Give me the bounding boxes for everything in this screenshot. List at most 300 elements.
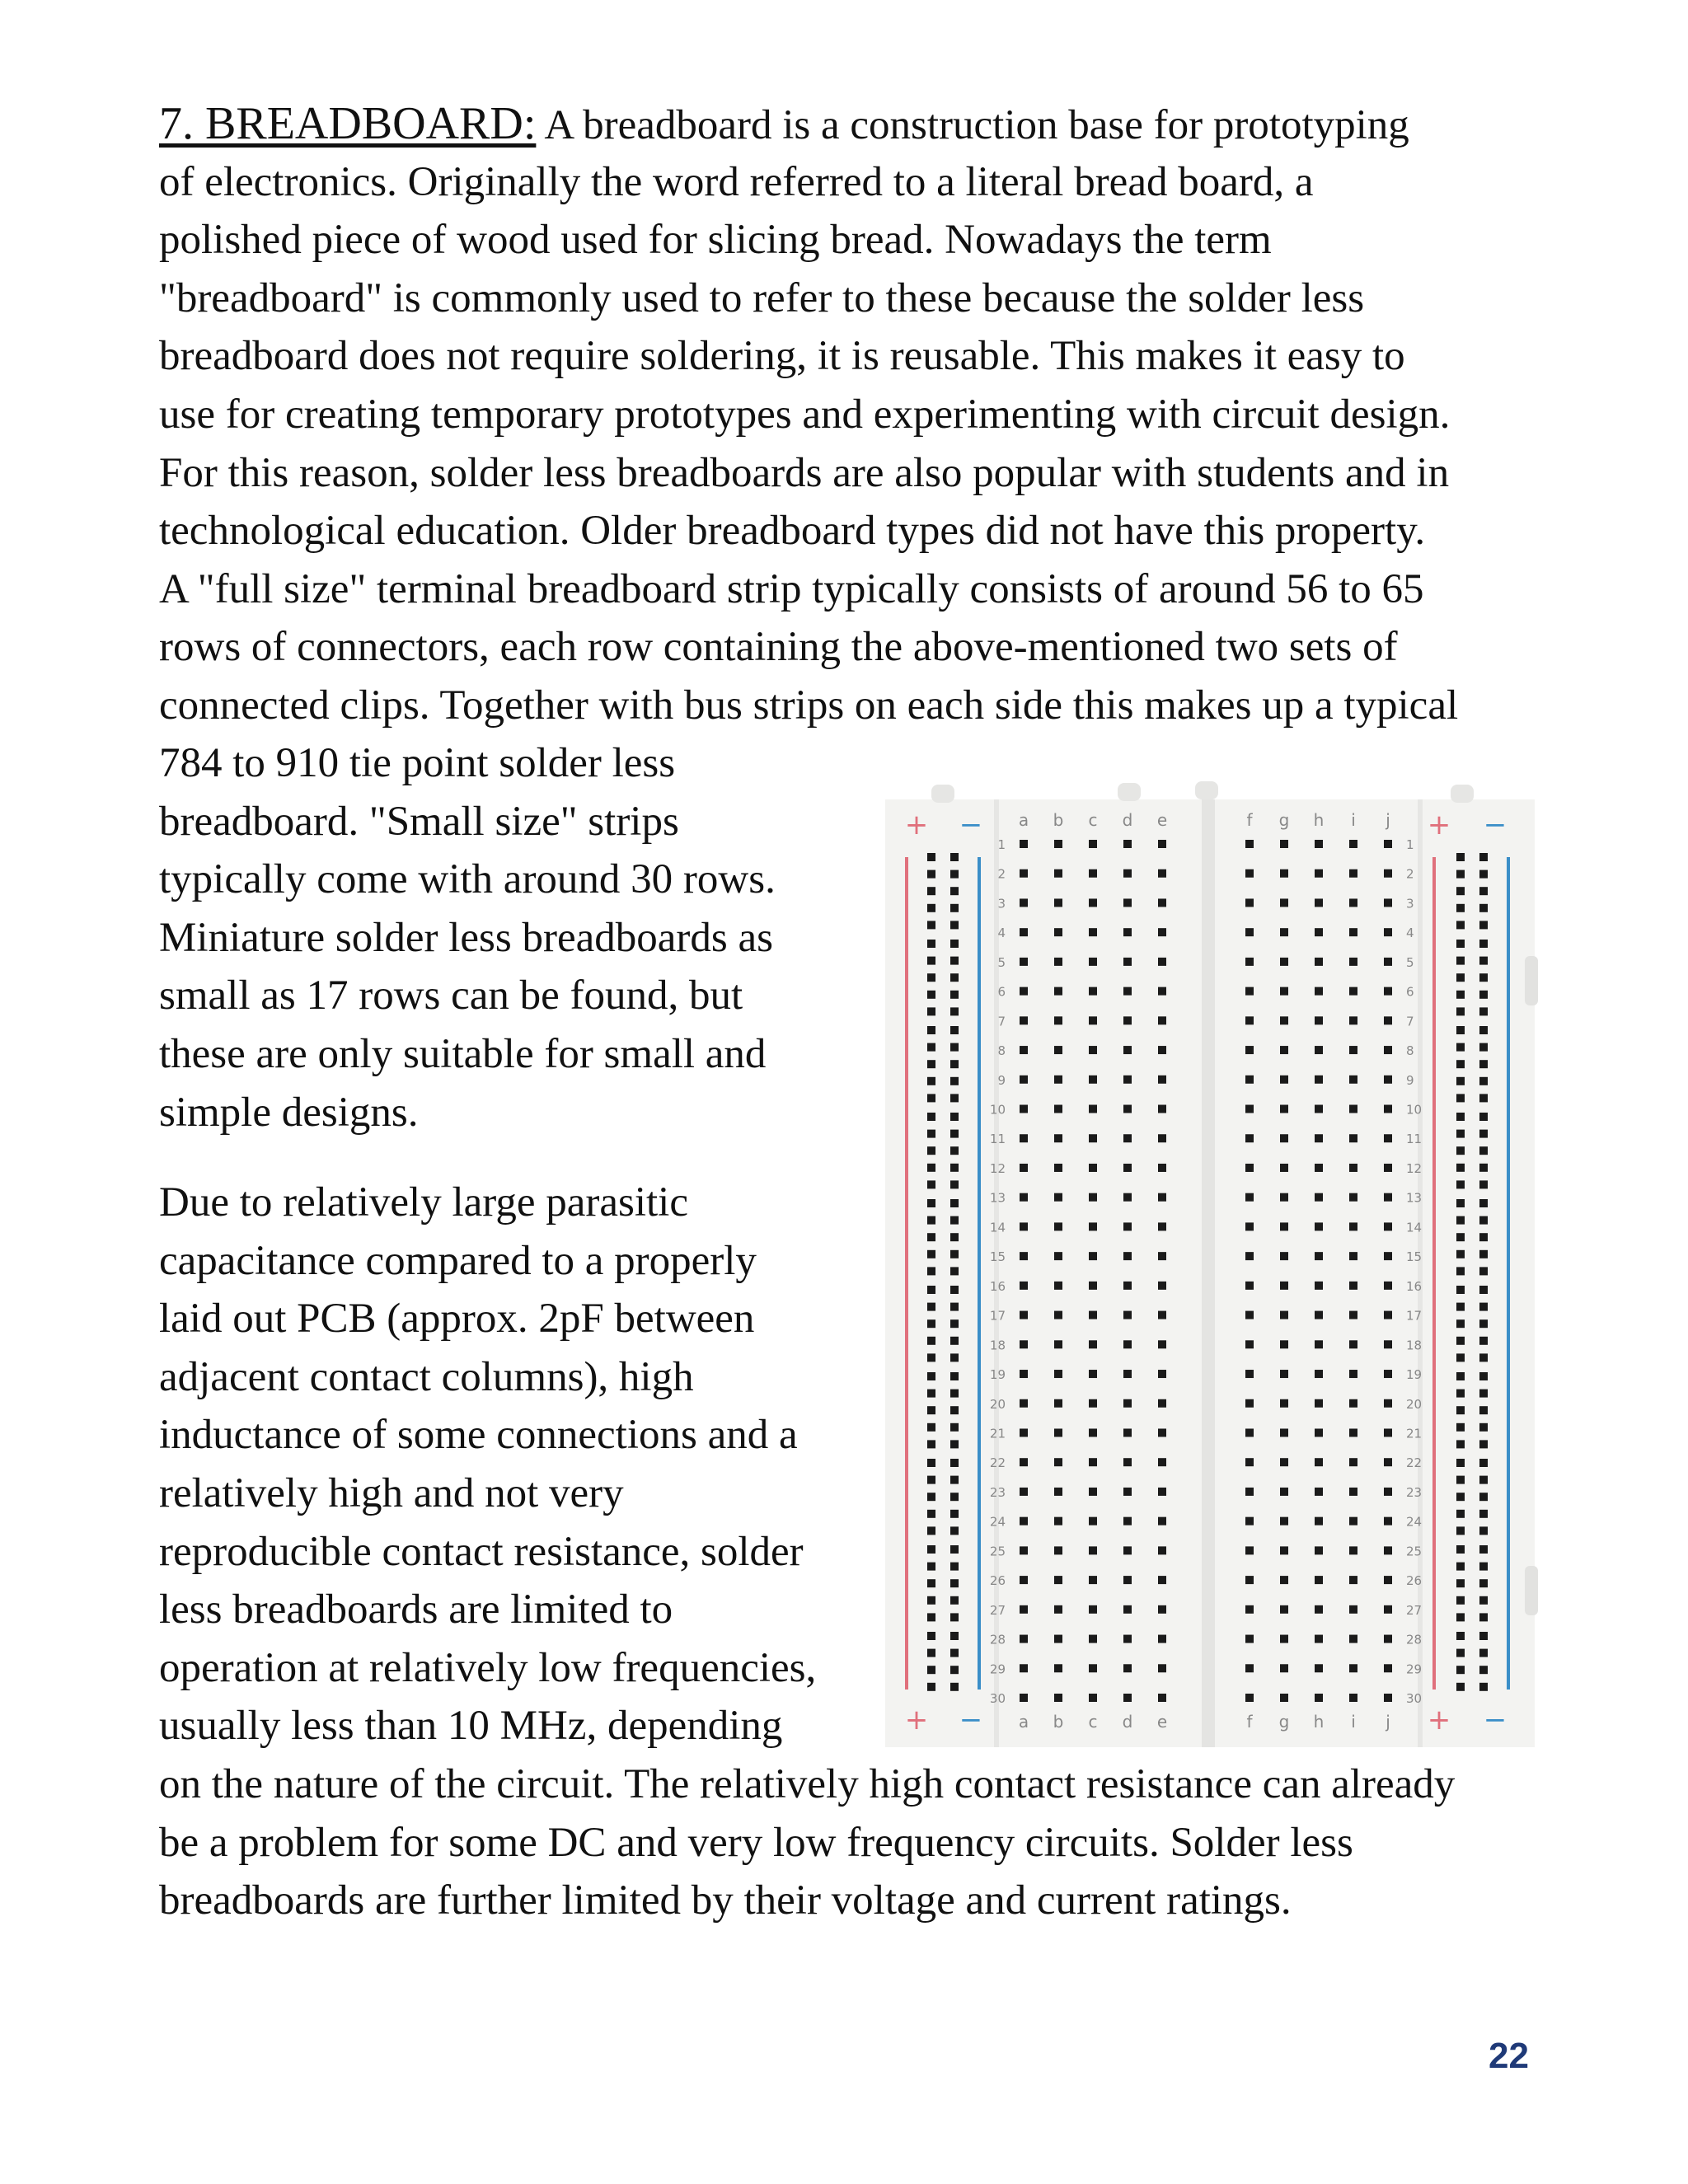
row-number: 2 (997, 866, 1006, 882)
column-letter-top: c (1088, 810, 1098, 830)
terminal-hole (1020, 1340, 1028, 1348)
terminal-hole (1384, 1164, 1392, 1172)
limitations-line: usually less than 10 MHz, depending (159, 1703, 783, 1750)
terminal-hole (1315, 1193, 1323, 1202)
terminal-hole (1349, 958, 1357, 966)
rail-hole (1456, 1130, 1465, 1138)
row-number: 7 (1406, 1014, 1414, 1029)
row-number: 2 (1406, 866, 1414, 882)
terminal-hole (1315, 1458, 1323, 1466)
terminal-hole (1020, 1458, 1028, 1466)
terminal-hole (1384, 1340, 1392, 1348)
terminal-hole (1054, 898, 1062, 907)
rail-hole (1479, 1596, 1488, 1605)
rail-hole (950, 1007, 959, 1015)
terminal-hole (1384, 1635, 1392, 1643)
rail-hole (1456, 1440, 1465, 1448)
terminal-hole (1089, 1193, 1097, 1202)
terminal-hole (1245, 1076, 1254, 1084)
terminal-hole (1054, 1134, 1062, 1142)
terminal-hole (1089, 1635, 1097, 1643)
rail-hole (1479, 1423, 1488, 1432)
terminal-hole (1020, 1694, 1028, 1702)
rail-hole (927, 1026, 935, 1034)
limitations-line: relatively high and not very (159, 1469, 624, 1516)
terminal-hole (1123, 1311, 1132, 1319)
terminal-hole (1245, 1046, 1254, 1054)
terminal-hole (1158, 1046, 1166, 1054)
rail-hole (1456, 887, 1465, 895)
rail-hole (927, 1216, 935, 1225)
terminal-hole (1245, 1428, 1254, 1436)
terminal-hole (1054, 869, 1062, 878)
intro-wrap-line: typically come with around 30 rows. (159, 856, 776, 903)
terminal-hole (1384, 1517, 1392, 1526)
rail-hole (1479, 1043, 1488, 1052)
row-number: 25 (989, 1544, 1006, 1559)
row-number: 12 (1406, 1160, 1423, 1176)
terminal-hole (1054, 1576, 1062, 1584)
rail-hole (927, 1440, 935, 1448)
limitations-line: capacitance compared to a properly (159, 1237, 757, 1284)
rail-hole (950, 1113, 959, 1121)
row-number: 25 (1406, 1544, 1423, 1559)
terminal-hole (1089, 898, 1097, 907)
top-right-plus-label: + (1427, 808, 1451, 841)
terminal-hole (1280, 958, 1288, 966)
terminal-hole (1315, 869, 1323, 878)
row-number: 14 (1406, 1220, 1423, 1235)
terminal-hole (1020, 898, 1028, 907)
terminal-hole (1384, 840, 1392, 848)
bottom-left-minus-label: − (959, 1704, 983, 1736)
row-number: 17 (989, 1308, 1006, 1324)
terminal-hole (1384, 1576, 1392, 1584)
rail-hole (1479, 921, 1488, 929)
row-number: 13 (989, 1190, 1006, 1206)
row-number: 16 (989, 1278, 1006, 1294)
row-number: 5 (1406, 954, 1414, 970)
terminal-hole (1315, 898, 1323, 907)
rail-hole (950, 1493, 959, 1501)
rail-hole (950, 1216, 959, 1225)
terminal-hole (1315, 928, 1323, 936)
terminal-hole (1315, 1576, 1323, 1584)
intro-wrap-line: breadboard. "Small size" strips (159, 798, 679, 845)
column-letter-top: j (1386, 810, 1390, 830)
terminal-hole (1280, 1046, 1288, 1054)
terminal-hole (1020, 1605, 1028, 1614)
rail-hole (927, 1579, 935, 1587)
terminal-hole (1123, 869, 1132, 878)
terminal-hole (1349, 1576, 1357, 1584)
rail-hole (927, 957, 935, 965)
terminal-hole (1245, 1222, 1254, 1230)
rail-hole (1456, 1216, 1465, 1225)
column-letter-top: i (1351, 810, 1356, 830)
rail-hole (950, 1303, 959, 1311)
rail-hole (1479, 1440, 1488, 1448)
rail-hole (1479, 1180, 1488, 1188)
intro-wrap-paragraph (159, 734, 776, 1141)
rail-hole (1479, 1250, 1488, 1258)
terminal-hole (1089, 1664, 1097, 1672)
rail-hole (1479, 1649, 1488, 1657)
terminal-hole (1054, 1222, 1062, 1230)
rail-hole (950, 1337, 959, 1345)
rail-hole (1479, 887, 1488, 895)
row-number: 24 (989, 1514, 1006, 1530)
terminal-hole (1280, 928, 1288, 936)
intro-line: of electronics. Originally the word referred to a literal bread board, a (159, 158, 1314, 205)
row-number: 15 (1406, 1249, 1423, 1265)
rail-hole (927, 1390, 935, 1398)
row-number: 10 (989, 1102, 1006, 1118)
terminal-hole (1349, 1076, 1357, 1084)
column-letter-bottom: h (1313, 1712, 1325, 1732)
row-number: 12 (989, 1160, 1006, 1176)
terminal-hole (1280, 869, 1288, 878)
rail-hole (1479, 1337, 1488, 1345)
terminal-hole (1123, 1134, 1132, 1142)
limitations-line: reproducible contact resistance, solder (159, 1528, 804, 1575)
row-number: 22 (989, 1455, 1006, 1471)
row-number: 26 (989, 1573, 1006, 1589)
intro-line: technological education. Older breadboard types did not have this property. (159, 508, 1426, 555)
rail-hole (1479, 1493, 1488, 1501)
column-letter-top: e (1156, 810, 1168, 830)
terminal-hole (1054, 1694, 1062, 1702)
board-tab (1195, 781, 1218, 799)
row-number: 23 (1406, 1484, 1423, 1500)
rail-hole (1479, 1563, 1488, 1571)
limitations-line: Due to relatively large parasitic (159, 1179, 688, 1226)
column-letter-bottom: e (1156, 1712, 1168, 1732)
terminal-hole (1089, 1517, 1097, 1526)
rail-hole (1456, 1372, 1465, 1380)
terminal-hole (1158, 1016, 1166, 1024)
rail-hole (950, 1683, 959, 1691)
terminal-hole (1384, 1282, 1392, 1290)
terminal-hole (1020, 958, 1028, 966)
rail-hole (1479, 1319, 1488, 1328)
terminal-hole (1280, 1488, 1288, 1496)
row-number: 9 (997, 1072, 1006, 1088)
intro-wrap-line: 784 to 910 tie point solder less (159, 740, 676, 786)
board-tab (1451, 785, 1474, 803)
terminal-hole (1020, 1311, 1028, 1319)
terminal-hole (1315, 1282, 1323, 1290)
rail-hole (1456, 1026, 1465, 1034)
center-channel (1202, 799, 1215, 1747)
rail-hole (1456, 1077, 1465, 1085)
terminal-hole (1349, 1370, 1357, 1378)
terminal-hole (1384, 1105, 1392, 1113)
terminal-hole (1054, 987, 1062, 996)
rail-hole (1479, 1007, 1488, 1015)
terminal-hole (1158, 1399, 1166, 1408)
terminal-hole (1280, 1694, 1288, 1702)
terminal-hole (1315, 1664, 1323, 1672)
terminal-hole (1054, 1311, 1062, 1319)
terminal-hole (1123, 1576, 1132, 1584)
terminal-hole (1245, 1517, 1254, 1526)
terminal-hole (1384, 1046, 1392, 1054)
rail-hole (1456, 1337, 1465, 1345)
terminal-hole (1158, 1428, 1166, 1436)
terminal-hole (1349, 1222, 1357, 1230)
rail-hole (1456, 1666, 1465, 1674)
terminal-hole (1384, 1370, 1392, 1378)
rail-hole (950, 1199, 959, 1207)
rail-hole (1456, 1199, 1465, 1207)
intro-wrap-line: small as 17 rows can be found, but (159, 972, 743, 1019)
rail-hole (950, 1353, 959, 1361)
rail-hole (950, 1632, 959, 1640)
rail-hole (1479, 1303, 1488, 1311)
terminal-hole (1245, 1546, 1254, 1554)
terminal-hole (1054, 1282, 1062, 1290)
terminal-hole (1158, 1164, 1166, 1172)
terminal-hole (1089, 1076, 1097, 1084)
terminal-hole (1349, 1340, 1357, 1348)
rail-hole (950, 1164, 959, 1172)
terminal-hole (1384, 1252, 1392, 1260)
terminal-hole (1245, 1635, 1254, 1643)
rail-hole (1479, 1130, 1488, 1138)
terminal-hole (1315, 1046, 1323, 1054)
terminal-hole (1020, 1222, 1028, 1230)
rail-hole (1456, 1390, 1465, 1398)
terminal-hole (1123, 1193, 1132, 1202)
rail-hole (950, 1666, 959, 1674)
terminal-hole (1245, 1340, 1254, 1348)
terminal-hole (1349, 1488, 1357, 1496)
row-number: 17 (1406, 1308, 1423, 1324)
rail-hole (1479, 1545, 1488, 1554)
terminal-hole (1089, 1488, 1097, 1496)
terminal-hole (1020, 1282, 1028, 1290)
row-number: 4 (1406, 926, 1414, 941)
rail-hole (1479, 1353, 1488, 1361)
terminal-hole (1245, 1282, 1254, 1290)
intro-line: rows of connectors, each row containing the above-mentioned two sets of (159, 624, 1398, 671)
row-number: 8 (997, 1043, 1006, 1059)
rail-hole (1479, 1233, 1488, 1241)
intro-wrap-line: Miniature solder less breadboards as (159, 914, 773, 961)
terminal-hole (1245, 1193, 1254, 1202)
terminal-hole (1384, 869, 1392, 878)
rail-hole (1456, 1545, 1465, 1554)
rail-hole (950, 904, 959, 912)
terminal-hole (1384, 1458, 1392, 1466)
terminal-hole (1384, 1694, 1392, 1702)
terminal-hole (1315, 1076, 1323, 1084)
terminal-hole (1384, 1664, 1392, 1672)
column-letter-top: d (1122, 810, 1133, 830)
intro-line: polished piece of wood used for slicing bread. Nowadays the term (159, 217, 1272, 264)
terminal-hole (1384, 1428, 1392, 1436)
terminal-hole (1020, 869, 1028, 878)
rail-hole (927, 1563, 935, 1571)
limitations-line: laid out PCB (approx. 2pF between (159, 1296, 755, 1343)
rail-hole (1456, 991, 1465, 999)
rail-hole (927, 1146, 935, 1155)
terminal-hole (1054, 1488, 1062, 1496)
terminal-hole (1123, 987, 1132, 996)
row-number: 23 (989, 1484, 1006, 1500)
rail-hole (927, 1596, 935, 1605)
rail-hole (950, 991, 959, 999)
rail-hole (950, 1267, 959, 1275)
row-number: 14 (989, 1220, 1006, 1235)
terminal-hole (1384, 1311, 1392, 1319)
row-number: 15 (989, 1249, 1006, 1265)
page-number: 22 (1489, 2036, 1529, 2076)
terminal-hole (1089, 1164, 1097, 1172)
terminal-hole (1054, 1635, 1062, 1643)
row-number: 27 (989, 1602, 1006, 1618)
terminal-hole (1349, 1605, 1357, 1614)
terminal-hole (1245, 1488, 1254, 1496)
terminal-hole (1158, 1076, 1166, 1084)
terminal-hole (1054, 1193, 1062, 1202)
terminal-hole (1089, 1222, 1097, 1230)
rail-hole (950, 957, 959, 965)
terminal-hole (1280, 898, 1288, 907)
rail-hole (1479, 1146, 1488, 1155)
terminal-hole (1089, 1340, 1097, 1348)
limitations-tail-paragraph (159, 1755, 1455, 1930)
rail-hole (1479, 853, 1488, 861)
rail-hole (927, 870, 935, 879)
terminal-hole (1123, 840, 1132, 848)
rail-hole (1479, 1060, 1488, 1068)
rail-hole (927, 1666, 935, 1674)
terminal-hole (1089, 840, 1097, 848)
terminal-hole (1349, 1664, 1357, 1672)
terminal-hole (1020, 1076, 1028, 1084)
column-letter-bottom: f (1246, 1712, 1253, 1732)
terminal-hole (1245, 1458, 1254, 1466)
terminal-hole (1123, 958, 1132, 966)
row-number: 29 (989, 1661, 1006, 1677)
rail-hole (927, 1077, 935, 1085)
rail-hole (927, 1510, 935, 1518)
terminal-hole (1280, 840, 1288, 848)
terminal-hole (1384, 1222, 1392, 1230)
terminal-hole (1054, 1046, 1062, 1054)
rail-hole (1456, 1510, 1465, 1518)
rail-hole (1456, 957, 1465, 965)
rail-hole (1479, 973, 1488, 982)
rail-hole (1456, 940, 1465, 948)
column-letter-top: h (1313, 810, 1325, 830)
rail-hole (950, 1545, 959, 1554)
rail-hole (927, 1459, 935, 1467)
intro-line: For this reason, solder less breadboards are also popular with students and in (159, 449, 1450, 496)
terminal-hole (1123, 1222, 1132, 1230)
row-number: 19 (1406, 1367, 1423, 1383)
terminal-hole (1054, 1016, 1062, 1024)
intro-line: use for creating temporary prototypes and experimenting with circuit design. (159, 391, 1451, 438)
row-number: 20 (1406, 1396, 1423, 1412)
terminal-hole (1245, 1399, 1254, 1408)
terminal-hole (1349, 1458, 1357, 1466)
terminal-hole (1158, 987, 1166, 996)
rail-hole (1479, 1199, 1488, 1207)
intro-line: "breadboard" is commonly used to refer to these because the solder less (159, 274, 1365, 321)
terminal-hole (1280, 1134, 1288, 1142)
terminal-hole (1089, 987, 1097, 996)
terminal-hole (1158, 1576, 1166, 1584)
terminal-hole (1054, 1458, 1062, 1466)
terminal-hole (1158, 1311, 1166, 1319)
rail-hole (1456, 1493, 1465, 1501)
terminal-hole (1054, 1517, 1062, 1526)
terminal-hole (1245, 1134, 1254, 1142)
rail-hole (927, 1130, 935, 1138)
rail-hole (1479, 1510, 1488, 1518)
terminal-hole (1089, 1370, 1097, 1378)
rail-hole (1479, 1372, 1488, 1380)
terminal-hole (1315, 840, 1323, 848)
rail-hole (927, 1337, 935, 1345)
column-letter-bottom: b (1053, 1712, 1064, 1732)
terminal-hole (1054, 1252, 1062, 1260)
rail-hole (927, 1113, 935, 1121)
rail-hole (1479, 1406, 1488, 1414)
intro-line: A "full size" terminal breadboard strip typically consists of around 56 to 65 (159, 565, 1424, 612)
terminal-hole (1349, 1105, 1357, 1113)
rail-hole (1456, 1459, 1465, 1467)
terminal-hole (1123, 1517, 1132, 1526)
rail-hole (1456, 1043, 1465, 1052)
terminal-hole (1054, 1164, 1062, 1172)
row-number: 16 (1406, 1278, 1423, 1294)
rail-hole (927, 1250, 935, 1258)
rail-hole (1456, 870, 1465, 879)
terminal-hole (1123, 898, 1132, 907)
rail-hole (950, 1286, 959, 1294)
row-number: 1 (1406, 837, 1414, 852)
rail-hole (1456, 1060, 1465, 1068)
row-number: 21 (989, 1426, 1006, 1441)
board-tab (931, 785, 954, 803)
rail-hole (1479, 940, 1488, 948)
terminal-hole (1349, 1694, 1357, 1702)
rail-hole (950, 1130, 959, 1138)
terminal-hole (1280, 1282, 1288, 1290)
terminal-hole (1384, 987, 1392, 996)
rail-hole (927, 1423, 935, 1432)
bottom-right-plus-label: + (1427, 1704, 1451, 1736)
rail-hole (927, 940, 935, 948)
terminal-hole (1089, 1576, 1097, 1584)
rail-hole (950, 1440, 959, 1448)
row-number: 7 (997, 1014, 1006, 1029)
row-number: 24 (1406, 1514, 1423, 1530)
terminal-hole (1245, 1605, 1254, 1614)
row-number: 26 (1406, 1573, 1423, 1589)
rail-hole (1479, 1390, 1488, 1398)
row-number: 8 (1406, 1043, 1414, 1059)
terminal-hole (1349, 1252, 1357, 1260)
rail-hole (1479, 1094, 1488, 1102)
terminal-hole (1054, 1664, 1062, 1672)
terminal-hole (1384, 1193, 1392, 1202)
terminal-hole (1158, 1193, 1166, 1202)
